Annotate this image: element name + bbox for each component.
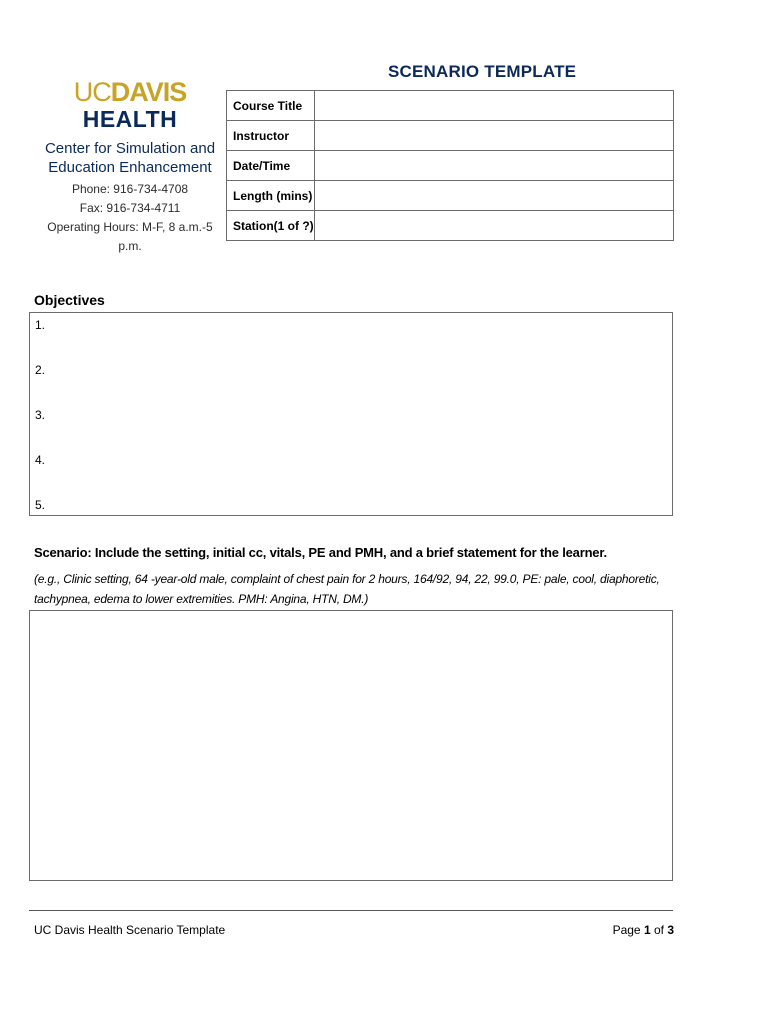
center-name-line2: Education Enhancement [48,159,212,176]
instructor-label: Instructor [227,121,315,151]
center-name [40,139,220,177]
operating-hours: Operating Hours: M-F, 8 a.m.-5 p.m. [47,220,213,253]
course-title-field[interactable] [314,91,673,121]
objective-item-2: 2. [35,363,46,377]
station-label: Station(1 of ?) [227,211,315,241]
objective-item-1: 1. [35,318,46,332]
footer-divider [29,910,673,911]
info-row-course-title [227,91,674,121]
date-time-field[interactable] [314,151,673,181]
phone-number: Phone: 916-734-4708 [71,182,189,196]
info-row-date-time [227,151,674,181]
scenario-heading: Scenario: Include the setting, initial cc, vitals, PE and PMH, and a brief statement for the learner. [34,545,607,560]
scenario-example-text: (e.g., Clinic setting, 64 -year-old male, complaint of chest pain for 2 hours, 164/92, 94, 22, 99.0, PE: pale, cool, diaphoretic, tachypnea, edema to lower extremities. PMH: Angina, HTN, DM.) [34,572,660,606]
info-row-length [227,181,674,211]
fax-number: Fax: 916-734-4711 [79,201,181,215]
date-time-label: Date/Time [227,151,315,181]
objective-item-4: 4. [35,453,46,467]
course-title-label: Course Title [227,91,315,121]
page-of: of [650,923,668,937]
document-title: SCENARIO TEMPLATE [388,62,577,81]
objective-item-3: 3. [35,408,46,422]
course-info-table [226,90,674,241]
logo-davis-text: DAVIS [110,77,187,107]
length-label: Length (mins) [227,181,315,211]
page-total: 3 [667,923,674,937]
logo-ucdavis [40,78,220,106]
objectives-heading: Objectives [34,292,105,308]
page-current: 1 [643,923,651,937]
info-row-instructor [227,121,674,151]
instructor-field[interactable] [314,121,673,151]
objectives-field[interactable] [29,312,673,516]
logo-uc-text: UC [73,77,111,107]
contact-info [40,180,220,256]
center-name-line1: Center for Simulation and [44,140,216,157]
station-field[interactable] [314,211,673,241]
uc-davis-health-logo [40,78,220,132]
length-field[interactable] [314,181,673,211]
objective-item-5: 5. [35,498,46,512]
footer-page-number [613,923,674,937]
footer-document-name: UC Davis Health Scenario Template [34,923,226,937]
scenario-field[interactable] [29,610,673,881]
info-row-station [227,211,674,241]
logo-health-text: HEALTH [82,106,178,132]
page-prefix: Page [612,923,644,937]
